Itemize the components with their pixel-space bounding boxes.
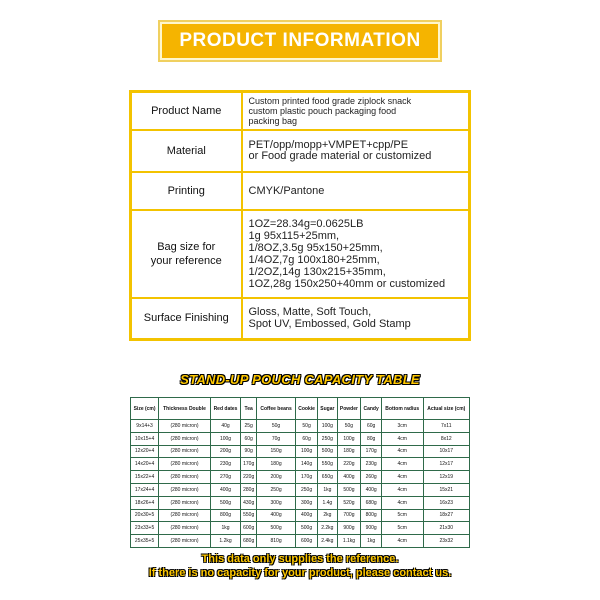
table-cell: 25g [241,420,257,433]
table-cell: 4cm [381,483,423,496]
table-cell: (280 micron) [159,420,211,433]
table-cell: 90g [241,445,257,458]
table-cell: 23x32 [423,535,469,548]
table-cell: 1kg [210,522,240,535]
table-row [131,432,470,445]
info-row-material [131,130,470,172]
capacity-header-cell: Cookie [295,398,317,420]
table-cell: 50g [337,420,361,433]
table-cell: (280 micron) [159,535,211,548]
info-label: Surface Finishing [131,298,242,340]
table-cell: 810g [257,535,296,548]
table-cell: 16x23 [423,496,469,509]
capacity-table [130,397,470,548]
table-cell: 5cm [381,509,423,522]
table-cell: 50g [257,420,296,433]
reference-note: This data only supplies the reference. [201,553,399,565]
table-cell: 21x30 [423,522,469,535]
table-cell: 50g [295,420,317,433]
table-cell: 500g [295,522,317,535]
table-cell: 80g [361,432,382,445]
table-cell: 700g [337,509,361,522]
table-cell: (280 micron) [159,471,211,484]
capacity-header-cell: Tea [241,398,257,420]
table-cell: 400g [361,483,382,496]
table-cell: 4cm [381,432,423,445]
table-cell: 250g [257,483,296,496]
table-cell: 60g [295,432,317,445]
capacity-table-title: STAND-UP POUCH CAPACITY TABLE [180,372,420,387]
table-cell: 800g [361,509,382,522]
table-cell: 430g [241,496,257,509]
capacity-table-body [131,420,470,548]
capacity-header-cell: Sugar [318,398,337,420]
table-cell: 600g [241,522,257,535]
table-cell: 500g [318,445,337,458]
info-value: Gloss, Matte, Soft Touch, Spot UV, Embossed, Gold Stamp [242,298,470,340]
table-cell: 2kg [318,509,337,522]
table-cell: 400g [337,471,361,484]
table-cell: 100g [295,445,317,458]
table-cell: (280 micron) [159,445,211,458]
table-cell: 18x27 [423,509,469,522]
table-cell: 680g [241,535,257,548]
table-cell: 260g [361,471,382,484]
info-value: PET/opp/mopp+VMPET+cpp/PE or Food grade material or customized [242,130,470,172]
table-cell: 70g [257,432,296,445]
table-cell: 3cm [381,420,423,433]
capacity-header-cell: Coffee beans [257,398,296,420]
table-cell: 25x35+5 [131,535,159,548]
capacity-header-row [131,398,470,420]
table-row [131,420,470,433]
capacity-header-cell: Size (cm) [131,398,159,420]
table-cell: 900g [361,522,382,535]
table-cell: 250g [295,483,317,496]
table-row [131,445,470,458]
table-cell: 40g [210,420,240,433]
table-cell: 1.4g [318,496,337,509]
table-cell: 500g [257,522,296,535]
table-cell: 100g [337,432,361,445]
table-cell: (280 micron) [159,509,211,522]
info-label: Material [131,130,242,172]
table-cell: 650g [318,471,337,484]
table-cell: 200g [257,471,296,484]
table-cell: 8x12 [423,432,469,445]
table-cell: 2.2kg [318,522,337,535]
table-cell: 180g [257,458,296,471]
table-cell: 300g [257,496,296,509]
table-cell: (280 micron) [159,496,211,509]
table-cell: 17x24+4 [131,483,159,496]
table-cell: 100g [318,420,337,433]
table-cell: (280 micron) [159,458,211,471]
info-row-surface-finishing [131,298,470,340]
table-cell: 12x20+4 [131,445,159,458]
table-cell: 18x26+4 [131,496,159,509]
table-cell: 14x20+4 [131,458,159,471]
table-cell: 1kg [361,535,382,548]
info-label: Product Name [131,92,242,130]
table-cell: 140g [295,458,317,471]
table-cell: 23x33+5 [131,522,159,535]
table-cell: 220g [241,471,257,484]
info-label: Printing [131,172,242,210]
table-cell: 150g [257,445,296,458]
table-cell: (280 micron) [159,483,211,496]
contact-note: If there is no capacity for your product, please contact us. [148,567,452,579]
table-cell: 170g [295,471,317,484]
info-row-bag-size [131,210,470,298]
table-cell: 230g [210,458,240,471]
table-cell: 15x22+4 [131,471,159,484]
table-cell: 200g [210,445,240,458]
table-row [131,509,470,522]
table-cell: 280g [241,483,257,496]
info-row-printing [131,172,470,210]
table-cell: 250g [318,432,337,445]
table-cell: 1.2kg [210,535,240,548]
table-cell: 2.4kg [318,535,337,548]
table-cell: 10x15+4 [131,432,159,445]
info-value: Custom printed food grade ziplock snack custom plastic pouch packaging food packing bag [242,92,470,130]
info-value: CMYK/Pantone [242,172,470,210]
table-cell: 600g [295,535,317,548]
table-cell: 1.1kg [337,535,361,548]
table-cell: 4cm [381,445,423,458]
table-cell: 20x30+5 [131,509,159,522]
table-cell: 400g [295,509,317,522]
capacity-header-cell: Red dates [210,398,240,420]
table-cell: 900g [337,522,361,535]
table-cell: 220g [337,458,361,471]
table-row [131,522,470,535]
product-info-table [129,90,471,341]
table-cell: 270g [210,471,240,484]
table-cell: 170g [241,458,257,471]
table-cell: 4cm [381,496,423,509]
table-row [131,483,470,496]
table-cell: 550g [318,458,337,471]
table-row [131,458,470,471]
info-row-product-name [131,92,470,130]
table-cell: 800g [210,509,240,522]
table-cell: 15x21 [423,483,469,496]
table-cell: 60g [361,420,382,433]
table-cell: 170g [361,445,382,458]
capacity-header-cell: Thickness Double [159,398,211,420]
table-cell: 520g [337,496,361,509]
table-cell: 60g [241,432,257,445]
table-cell: 4cm [381,535,423,548]
table-cell: 550g [241,509,257,522]
table-cell: 500g [337,483,361,496]
capacity-header-cell: Powder [337,398,361,420]
capacity-header-cell: Candy [361,398,382,420]
table-cell: 300g [295,496,317,509]
table-cell: 4cm [381,458,423,471]
table-cell: 100g [210,432,240,445]
table-row [131,535,470,548]
capacity-header-cell: Bottom radius [381,398,423,420]
table-cell: (280 micron) [159,432,211,445]
table-cell: 1kg [318,483,337,496]
table-cell: 5cm [381,522,423,535]
table-cell: 9x14+3 [131,420,159,433]
table-cell: 12x17 [423,458,469,471]
product-information-banner: PRODUCT INFORMATION [158,20,442,62]
info-value: 1OZ=28.34g=0.0625LB 1g 95x115+25mm, 1/8OZ,3.5g 95x150+25mm, 1/4OZ,7g 100x180+25mm, 1/2OZ,14g 130x215+35mm, 1OZ,28g 150x250+40mm or customized [242,210,470,298]
table-row [131,496,470,509]
table-cell: 680g [361,496,382,509]
table-cell: 500g [210,496,240,509]
table-cell: 180g [337,445,361,458]
table-cell: 7x11 [423,420,469,433]
table-cell: 400g [210,483,240,496]
info-label: Bag size for your reference [131,210,242,298]
capacity-header-cell: Actual size (cm) [423,398,469,420]
table-cell: 400g [257,509,296,522]
table-cell: 4cm [381,471,423,484]
table-row [131,471,470,484]
table-cell: 230g [361,458,382,471]
table-cell: 12x19 [423,471,469,484]
table-cell: 10x17 [423,445,469,458]
table-cell: (280 micron) [159,522,211,535]
